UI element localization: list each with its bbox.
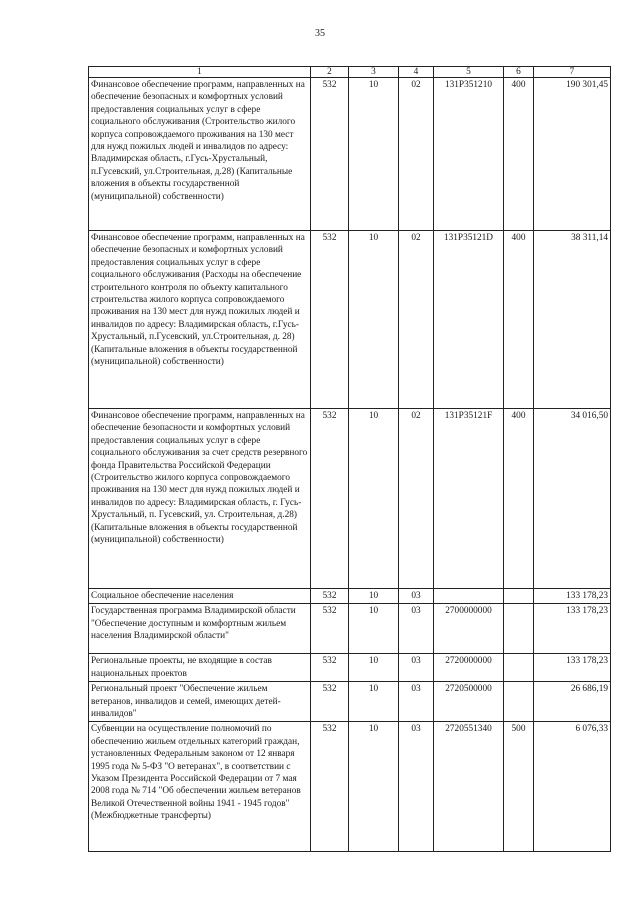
table-row xyxy=(89,231,611,409)
row-section-code: 10 xyxy=(349,682,399,722)
page-number: 35 xyxy=(315,28,325,39)
row-section-code: 10 xyxy=(349,231,399,409)
row-amount: 133 178,23 xyxy=(534,604,611,654)
row-expense-type: 500 xyxy=(504,722,534,852)
row-ministry-code: 532 xyxy=(311,231,349,409)
row-target-article: 2720500000 xyxy=(434,682,504,722)
row-amount: 133 178,23 xyxy=(534,654,611,682)
row-target-article: 131P35121F xyxy=(434,409,504,589)
header-cell: 5 xyxy=(434,67,504,78)
row-target-article xyxy=(434,589,504,604)
row-ministry-code: 532 xyxy=(311,722,349,852)
row-ministry-code: 532 xyxy=(311,409,349,589)
row-ministry-code: 532 xyxy=(311,682,349,722)
row-amount: 26 686,19 xyxy=(534,682,611,722)
row-section-code: 10 xyxy=(349,722,399,852)
table-row xyxy=(89,682,611,722)
row-expense-type: 400 xyxy=(504,231,534,409)
header-cell: 6 xyxy=(504,67,534,78)
row-target-article: 2720000000 xyxy=(434,654,504,682)
row-ministry-code: 532 xyxy=(311,78,349,231)
header-cell: 7 xyxy=(534,67,611,78)
table-row xyxy=(89,722,611,852)
row-subsection-code: 02 xyxy=(399,231,434,409)
row-subsection-code: 03 xyxy=(399,654,434,682)
row-name: Финансовое обеспечение программ, направленных на обеспечение безопасности и комфортных условий предоставления социальных услуг в сфере социального обслуживания за счет средств резервного фонда Правительства Российской Федерации (Строительство жилого корпуса сопровождаемого проживания на 130 мест для нужд пожилых людей и инвалидов по адресу: Владимирская область, г. Гусь-Хрустальный, п. Гусевский, ул. Строительная, д.28) (Капитальные вложения в объекты государственной (муниципальной) собственности) xyxy=(89,409,311,589)
row-section-code: 10 xyxy=(349,589,399,604)
table-row xyxy=(89,589,611,604)
header-cell: 2 xyxy=(311,67,349,78)
row-name: Региональные проекты, не входящие в состав национальных проектов xyxy=(89,654,311,682)
row-amount: 38 311,14 xyxy=(534,231,611,409)
row-section-code: 10 xyxy=(349,409,399,589)
header-cell: 1 xyxy=(89,67,311,78)
row-subsection-code: 03 xyxy=(399,722,434,852)
row-subsection-code: 03 xyxy=(399,604,434,654)
row-expense-type xyxy=(504,589,534,604)
row-name: Финансовое обеспечение программ, направленных на обеспечение безопасных и комфортных условий предоставления социальных услуг в сфере социального обслуживания (Строительство жилого корпуса сопровождаемого проживания на 130 мест для нужд пожилых людей и инвалидов по адресу: Владимирская область, г.Гусь-Хрустальный, п.Гусевский, ул.Строительная, д.28) (Капитальные вложения в объекты государственной (муниципальной) собственности) xyxy=(89,78,311,231)
row-subsection-code: 02 xyxy=(399,78,434,231)
row-name: Региональный проект "Обеспечение жильем ветеранов, инвалидов и семей, имеющих детей-инвалидов" xyxy=(89,682,311,722)
row-expense-type xyxy=(504,654,534,682)
row-section-code: 10 xyxy=(349,604,399,654)
row-name: Социальное обеспечение населения xyxy=(89,589,311,604)
row-expense-type xyxy=(504,604,534,654)
row-target-article: 2700000000 xyxy=(434,604,504,654)
row-ministry-code: 532 xyxy=(311,654,349,682)
row-name: Субвенции на осуществление полномочий по обеспечению жильем отдельных категорий граждан, установленных Федеральным законом от 12 января 1995 года № 5-ФЗ "О ветеранах", в соответствии с Указом Президента Российской Федерации от 7 мая 2008 года № 714 "Об обеспечении жильем ветеранов Великой Отечественной войны 1941 - 1945 годов" (Межбюджетные трансферты) xyxy=(89,722,311,852)
row-target-article: 131P35121D xyxy=(434,231,504,409)
row-expense-type: 400 xyxy=(504,78,534,231)
row-amount: 190 301,45 xyxy=(534,78,611,231)
row-amount: 6 076,33 xyxy=(534,722,611,852)
table-header-row xyxy=(89,67,611,78)
row-name: Государственная программа Владимирской области "Обеспечение доступным и комфортным жильем населения Владимирской области" xyxy=(89,604,311,654)
row-subsection-code: 02 xyxy=(399,409,434,589)
table-row xyxy=(89,604,611,654)
header-cell: 3 xyxy=(349,67,399,78)
header-cell: 4 xyxy=(399,67,434,78)
row-expense-type: 400 xyxy=(504,409,534,589)
row-target-article: 131P351210 xyxy=(434,78,504,231)
row-subsection-code: 03 xyxy=(399,682,434,722)
row-name: Финансовое обеспечение программ, направленных на обеспечение безопасных и комфортных условий предоставления социальных услуг в сфере социального обслуживания (Расходы на обеспечение строительного контроля по объекту капитального строительства жилого корпуса сопровождаемого проживания на 130 мест для нужд пожилых людей и инвалидов по адресу: Владимирская область, г.Гусь-Хрустальный, п.Гусевский, ул.Строительная, д. 28) (Капитальные вложения в объекты государственной (муниципальной) собственности) xyxy=(89,231,311,409)
row-section-code: 10 xyxy=(349,78,399,231)
table-row xyxy=(89,78,611,231)
row-amount: 34 016,50 xyxy=(534,409,611,589)
row-ministry-code: 532 xyxy=(311,589,349,604)
table-row xyxy=(89,654,611,682)
table-row xyxy=(89,409,611,589)
row-expense-type xyxy=(504,682,534,722)
row-ministry-code: 532 xyxy=(311,604,349,654)
row-amount: 133 178,23 xyxy=(534,589,611,604)
row-subsection-code: 03 xyxy=(399,589,434,604)
budget-table xyxy=(88,66,611,852)
row-section-code: 10 xyxy=(349,654,399,682)
row-target-article: 2720551340 xyxy=(434,722,504,852)
